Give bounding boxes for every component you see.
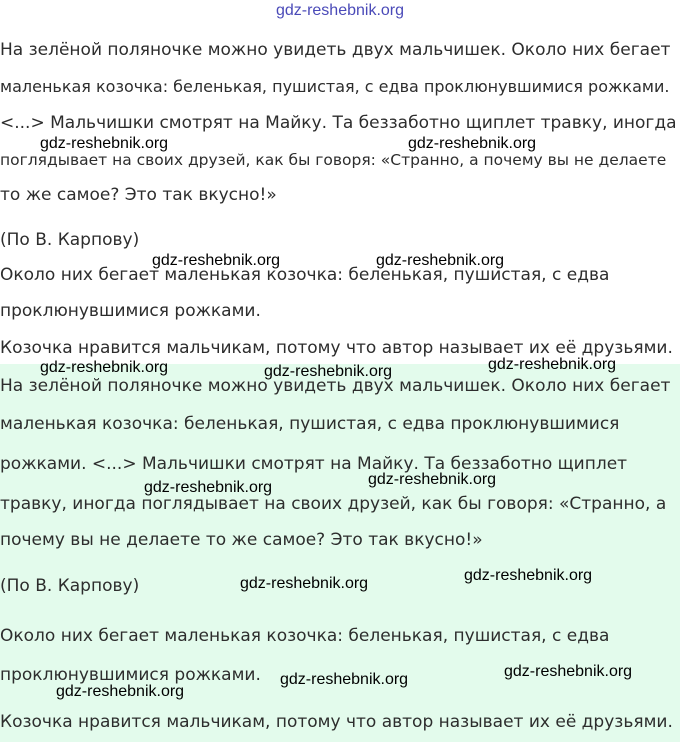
text-line: На зелёной поляночке можно увидеть двух мальчишек. Около них бегает <box>0 40 671 60</box>
source-attribution: (По В. Карпову) <box>0 230 140 250</box>
watermark: gdz-reshebnik.org <box>56 683 185 700</box>
text-line: Около них бегает маленькая козочка: беленькая, пушистая, с едва <box>0 626 610 646</box>
watermark: gdz-reshebnik.org <box>376 252 505 269</box>
watermark: gdz-reshebnik.org <box>368 471 497 488</box>
text-line: проклюнувшимися рожками. <box>0 665 261 685</box>
text-line: Козочка нравится мальчикам, потому что автор называет их её друзьями. <box>0 712 673 732</box>
text-line: поглядывает на своих друзей, как бы говоря: «Странно, а почему вы не делаете <box>0 151 667 169</box>
watermark: gdz-reshebnik.org <box>240 575 369 592</box>
text-line: маленькая козочка: беленькая, пушистая, с едва проклюнувшимися <box>0 414 620 434</box>
watermark: gdz-reshebnik.org <box>152 252 281 269</box>
text-line: маленькая козочка: беленькая, пушистая, с едва проклюнувшимися рожками. <box>0 77 670 96</box>
text-line: проклюнувшимися рожками. <box>0 301 261 321</box>
watermark: gdz-reshebnik.org <box>280 671 409 688</box>
text-line: почему вы не делаете то же самое? Это так вкусно!» <box>0 530 483 550</box>
watermark: gdz-reshebnik.org <box>40 135 169 152</box>
watermark: gdz-reshebnik.org <box>144 479 273 496</box>
site-watermark-header: gdz-reshebnik.org <box>275 2 405 19</box>
text-line: травку, иногда поглядывает на своих друзей, как бы говоря: «Странно, а <box>0 494 667 514</box>
text-line: На зелёной поляночке можно увидеть двух мальчишек. Около них бегает <box>0 376 671 396</box>
watermark: gdz-reshebnik.org <box>40 359 169 376</box>
watermark: gdz-reshebnik.org <box>264 363 393 380</box>
watermark: gdz-reshebnik.org <box>408 135 537 152</box>
text-line: то же самое? Это так вкусно!» <box>0 185 277 205</box>
text-line: рожками. <...> Мальчишки смотрят на Майку. Та беззаботно щиплет <box>0 454 628 474</box>
text-line: Козочка нравится мальчикам, потому что автор называет их её друзьями. <box>0 338 673 358</box>
source-attribution: (По В. Карпову) <box>0 576 140 596</box>
original-text-block <box>0 0 680 364</box>
watermark: gdz-reshebnik.org <box>504 663 633 680</box>
text-line: <...> Мальчишки смотрят на Майку. Та беззаботно щиплет травку, иногда <box>0 113 677 133</box>
text-line: Около них бегает маленькая козочка: беленькая, пушистая, с едва <box>0 265 610 285</box>
watermark: gdz-reshebnik.org <box>464 567 593 584</box>
watermark: gdz-reshebnik.org <box>488 356 617 373</box>
